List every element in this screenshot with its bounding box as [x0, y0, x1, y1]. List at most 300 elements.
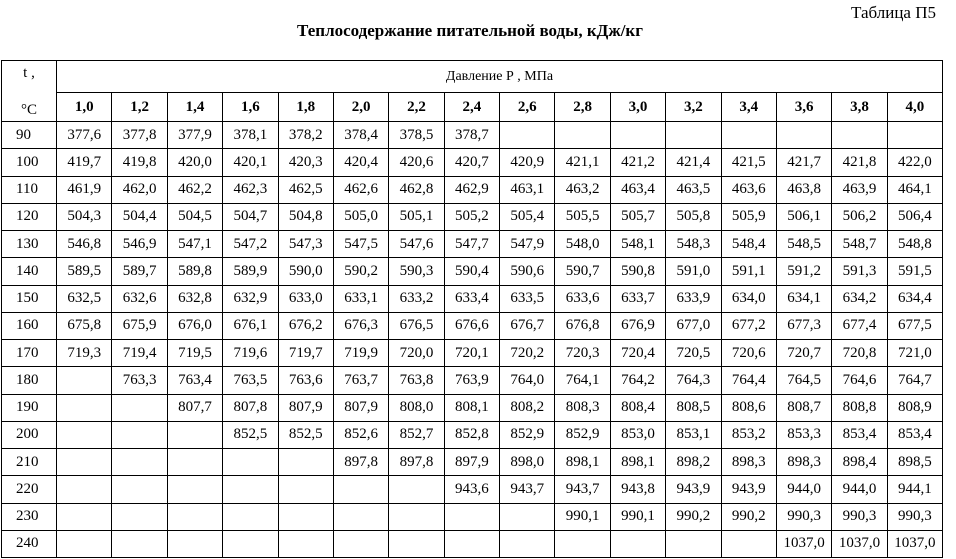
enthalpy-cell: 763,4	[167, 367, 222, 394]
enthalpy-cell: 763,7	[333, 367, 388, 394]
enthalpy-cell	[444, 530, 499, 557]
enthalpy-cell: 677,2	[721, 312, 776, 339]
table-row	[2, 231, 943, 258]
enthalpy-cell: 506,4	[887, 203, 942, 230]
enthalpy-cell: 590,7	[555, 258, 610, 285]
enthalpy-cell: 675,9	[112, 312, 167, 339]
enthalpy-cell: 421,5	[721, 149, 776, 176]
temperature-cell: 90	[2, 122, 57, 149]
enthalpy-cell: 633,0	[278, 285, 333, 312]
enthalpy-cell: 421,2	[610, 149, 665, 176]
enthalpy-cell: 720,3	[555, 340, 610, 367]
enthalpy-cell: 943,6	[444, 476, 499, 503]
enthalpy-cell: 591,0	[666, 258, 721, 285]
enthalpy-cell: 990,3	[832, 503, 887, 530]
enthalpy-cell: 634,4	[887, 285, 942, 312]
table-row	[2, 476, 943, 503]
enthalpy-cell	[112, 421, 167, 448]
enthalpy-cell: 547,5	[333, 231, 388, 258]
enthalpy-cell: 506,2	[832, 203, 887, 230]
pressure-column-header: 2,4	[444, 93, 499, 122]
enthalpy-cell: 505,0	[333, 203, 388, 230]
enthalpy-cell: 720,7	[776, 340, 831, 367]
enthalpy-cell: 547,9	[500, 231, 555, 258]
enthalpy-cell: 505,9	[721, 203, 776, 230]
enthalpy-cell: 463,2	[555, 176, 610, 203]
temperature-cell: 150	[2, 285, 57, 312]
enthalpy-cell	[278, 449, 333, 476]
table-row	[2, 449, 943, 476]
enthalpy-cell: 421,1	[555, 149, 610, 176]
enthalpy-cell: 676,0	[167, 312, 222, 339]
table-row	[2, 503, 943, 530]
table-title: Теплосодержание питательной воды, кДж/кг	[297, 21, 643, 40]
enthalpy-cell	[278, 530, 333, 557]
enthalpy-cell	[610, 530, 665, 557]
table-row	[2, 285, 943, 312]
enthalpy-cell	[278, 476, 333, 503]
enthalpy-cell: 990,2	[666, 503, 721, 530]
enthalpy-cell: 677,5	[887, 312, 942, 339]
enthalpy-cell: 764,5	[776, 367, 831, 394]
temperature-cell: 160	[2, 312, 57, 339]
pressure-column-header: 1,2	[112, 93, 167, 122]
table-caption: Таблица П5	[851, 3, 936, 22]
enthalpy-cell: 808,7	[776, 394, 831, 421]
enthalpy-cell	[167, 449, 222, 476]
enthalpy-cell: 943,7	[555, 476, 610, 503]
enthalpy-cell: 677,0	[666, 312, 721, 339]
enthalpy-cell: 764,3	[666, 367, 721, 394]
enthalpy-cell: 808,5	[666, 394, 721, 421]
enthalpy-cell: 852,7	[389, 421, 444, 448]
pressure-column-header: 1,4	[167, 93, 222, 122]
pressure-column-header: 2,8	[555, 93, 610, 122]
enthalpy-cell: 719,5	[167, 340, 222, 367]
enthalpy-cell	[389, 530, 444, 557]
enthalpy-cell: 852,9	[500, 421, 555, 448]
temperature-cell: 210	[2, 449, 57, 476]
enthalpy-cell: 943,7	[500, 476, 555, 503]
enthalpy-cell: 419,7	[57, 149, 112, 176]
enthalpy-cell: 590,3	[389, 258, 444, 285]
enthalpy-cell: 421,4	[666, 149, 721, 176]
enthalpy-cell: 421,8	[832, 149, 887, 176]
enthalpy-cell: 462,2	[167, 176, 222, 203]
enthalpy-cell: 943,8	[610, 476, 665, 503]
enthalpy-cell: 590,0	[278, 258, 333, 285]
enthalpy-cell: 676,5	[389, 312, 444, 339]
table-row	[2, 258, 943, 285]
table-row	[2, 394, 943, 421]
enthalpy-cell: 589,5	[57, 258, 112, 285]
enthalpy-cell: 420,6	[389, 149, 444, 176]
enthalpy-cell: 422,0	[887, 149, 942, 176]
enthalpy-cell: 463,1	[500, 176, 555, 203]
temperature-cell: 170	[2, 340, 57, 367]
enthalpy-cell: 591,5	[887, 258, 942, 285]
enthalpy-cell: 897,9	[444, 449, 499, 476]
enthalpy-cell: 852,8	[444, 421, 499, 448]
enthalpy-cell: 591,3	[832, 258, 887, 285]
enthalpy-cell: 720,2	[500, 340, 555, 367]
enthalpy-cell: 676,3	[333, 312, 388, 339]
temperature-cell: 180	[2, 367, 57, 394]
pressure-column-header: 1,0	[57, 93, 112, 122]
enthalpy-cell: 808,9	[887, 394, 942, 421]
enthalpy-cell: 504,5	[167, 203, 222, 230]
enthalpy-cell: 590,6	[500, 258, 555, 285]
enthalpy-cell: 377,8	[112, 122, 167, 149]
enthalpy-cell: 764,1	[555, 367, 610, 394]
enthalpy-cell: 944,1	[887, 476, 942, 503]
enthalpy-cell: 990,2	[721, 503, 776, 530]
enthalpy-cell: 719,7	[278, 340, 333, 367]
temperature-cell: 140	[2, 258, 57, 285]
table-row	[2, 122, 943, 149]
table-row	[2, 530, 943, 557]
enthalpy-cell: 1037,0	[887, 530, 942, 557]
enthalpy-cell: 378,1	[223, 122, 278, 149]
enthalpy-cell: 676,8	[555, 312, 610, 339]
enthalpy-cell: 1037,0	[832, 530, 887, 557]
enthalpy-cell: 547,1	[167, 231, 222, 258]
enthalpy-cell	[721, 530, 776, 557]
enthalpy-cell	[721, 122, 776, 149]
enthalpy-cell	[500, 122, 555, 149]
enthalpy-cell: 633,1	[333, 285, 388, 312]
enthalpy-cell: 377,6	[57, 122, 112, 149]
enthalpy-cell: 720,5	[666, 340, 721, 367]
enthalpy-cell	[112, 503, 167, 530]
enthalpy-cell: 764,4	[721, 367, 776, 394]
enthalpy-cell: 633,2	[389, 285, 444, 312]
enthalpy-cell: 462,8	[389, 176, 444, 203]
enthalpy-cell: 897,8	[333, 449, 388, 476]
enthalpy-cell: 763,3	[112, 367, 167, 394]
enthalpy-cell: 853,3	[776, 421, 831, 448]
enthalpy-cell	[112, 476, 167, 503]
enthalpy-table	[1, 60, 943, 558]
enthalpy-cell: 464,1	[887, 176, 942, 203]
enthalpy-cell: 944,0	[776, 476, 831, 503]
enthalpy-cell: 853,2	[721, 421, 776, 448]
enthalpy-cell: 676,6	[444, 312, 499, 339]
enthalpy-cell: 548,7	[832, 231, 887, 258]
enthalpy-cell: 898,3	[776, 449, 831, 476]
enthalpy-cell	[278, 503, 333, 530]
enthalpy-cell: 808,3	[555, 394, 610, 421]
table-row	[2, 367, 943, 394]
enthalpy-cell	[223, 503, 278, 530]
enthalpy-cell	[57, 421, 112, 448]
enthalpy-cell: 419,8	[112, 149, 167, 176]
enthalpy-cell: 676,7	[500, 312, 555, 339]
enthalpy-cell: 505,4	[500, 203, 555, 230]
enthalpy-cell	[500, 503, 555, 530]
enthalpy-cell	[333, 503, 388, 530]
enthalpy-cell: 421,7	[776, 149, 831, 176]
enthalpy-cell: 634,1	[776, 285, 831, 312]
enthalpy-cell: 808,8	[832, 394, 887, 421]
enthalpy-cell	[57, 394, 112, 421]
enthalpy-cell: 547,2	[223, 231, 278, 258]
enthalpy-cell: 808,4	[610, 394, 665, 421]
enthalpy-cell: 720,6	[721, 340, 776, 367]
enthalpy-cell: 763,9	[444, 367, 499, 394]
temperature-cell: 200	[2, 421, 57, 448]
enthalpy-cell: 897,8	[389, 449, 444, 476]
enthalpy-cell: 589,9	[223, 258, 278, 285]
enthalpy-cell: 898,2	[666, 449, 721, 476]
enthalpy-cell: 462,0	[112, 176, 167, 203]
enthalpy-cell: 807,9	[333, 394, 388, 421]
table-body	[2, 122, 943, 558]
enthalpy-cell: 506,1	[776, 203, 831, 230]
table-row	[2, 312, 943, 339]
enthalpy-cell: 853,4	[832, 421, 887, 448]
enthalpy-cell	[167, 421, 222, 448]
enthalpy-cell	[333, 530, 388, 557]
enthalpy-cell: 898,1	[610, 449, 665, 476]
enthalpy-cell: 634,2	[832, 285, 887, 312]
enthalpy-cell: 853,1	[666, 421, 721, 448]
enthalpy-cell	[776, 122, 831, 149]
enthalpy-cell: 720,4	[610, 340, 665, 367]
enthalpy-cell: 378,4	[333, 122, 388, 149]
temperature-cell: 120	[2, 203, 57, 230]
temperature-cell: 100	[2, 149, 57, 176]
enthalpy-cell	[389, 503, 444, 530]
enthalpy-cell: 632,6	[112, 285, 167, 312]
pressure-column-header: 3,2	[666, 93, 721, 122]
enthalpy-cell: 632,9	[223, 285, 278, 312]
enthalpy-cell	[112, 394, 167, 421]
enthalpy-cell: 808,2	[500, 394, 555, 421]
enthalpy-cell: 590,8	[610, 258, 665, 285]
enthalpy-cell	[555, 530, 610, 557]
enthalpy-cell: 720,1	[444, 340, 499, 367]
enthalpy-cell: 898,5	[887, 449, 942, 476]
enthalpy-cell: 764,7	[887, 367, 942, 394]
enthalpy-cell: 420,1	[223, 149, 278, 176]
table-row	[2, 340, 943, 367]
enthalpy-cell: 943,9	[666, 476, 721, 503]
enthalpy-cell: 898,1	[555, 449, 610, 476]
enthalpy-cell: 505,1	[389, 203, 444, 230]
enthalpy-cell	[167, 503, 222, 530]
enthalpy-cell: 807,8	[223, 394, 278, 421]
enthalpy-cell	[57, 449, 112, 476]
enthalpy-cell	[223, 449, 278, 476]
enthalpy-cell: 721,0	[887, 340, 942, 367]
enthalpy-cell	[887, 122, 942, 149]
temperature-cell: 130	[2, 231, 57, 258]
enthalpy-cell: 852,5	[223, 421, 278, 448]
enthalpy-cell: 378,5	[389, 122, 444, 149]
pressure-column-header: 3,8	[832, 93, 887, 122]
enthalpy-cell: 719,4	[112, 340, 167, 367]
enthalpy-cell: 589,8	[167, 258, 222, 285]
enthalpy-cell	[167, 530, 222, 557]
table-row	[2, 149, 943, 176]
enthalpy-cell	[389, 476, 444, 503]
enthalpy-cell: 808,6	[721, 394, 776, 421]
enthalpy-cell: 990,1	[610, 503, 665, 530]
enthalpy-cell: 943,9	[721, 476, 776, 503]
enthalpy-cell: 633,9	[666, 285, 721, 312]
enthalpy-cell: 990,1	[555, 503, 610, 530]
enthalpy-cell: 720,0	[389, 340, 444, 367]
table-row	[2, 176, 943, 203]
temperature-label: t ,	[23, 65, 35, 81]
enthalpy-cell: 505,8	[666, 203, 721, 230]
enthalpy-cell: 548,0	[555, 231, 610, 258]
enthalpy-cell: 852,6	[333, 421, 388, 448]
enthalpy-cell: 808,0	[389, 394, 444, 421]
enthalpy-cell: 764,0	[500, 367, 555, 394]
enthalpy-cell	[832, 122, 887, 149]
enthalpy-cell	[500, 530, 555, 557]
enthalpy-cell: 633,7	[610, 285, 665, 312]
enthalpy-cell	[555, 122, 610, 149]
enthalpy-cell: 944,0	[832, 476, 887, 503]
enthalpy-cell	[112, 449, 167, 476]
enthalpy-cell: 420,4	[333, 149, 388, 176]
enthalpy-cell: 852,5	[278, 421, 333, 448]
enthalpy-cell: 589,7	[112, 258, 167, 285]
enthalpy-cell: 504,7	[223, 203, 278, 230]
enthalpy-cell: 808,1	[444, 394, 499, 421]
enthalpy-cell: 462,9	[444, 176, 499, 203]
enthalpy-cell: 677,3	[776, 312, 831, 339]
temperature-header	[2, 61, 57, 122]
enthalpy-cell: 676,9	[610, 312, 665, 339]
pressure-header: Давление Р , МПа	[57, 61, 943, 93]
enthalpy-cell: 420,9	[500, 149, 555, 176]
enthalpy-cell: 463,6	[721, 176, 776, 203]
pressure-column-header: 2,6	[500, 93, 555, 122]
enthalpy-cell	[223, 476, 278, 503]
enthalpy-cell: 719,9	[333, 340, 388, 367]
enthalpy-cell: 463,4	[610, 176, 665, 203]
enthalpy-cell: 764,2	[610, 367, 665, 394]
enthalpy-cell: 505,2	[444, 203, 499, 230]
enthalpy-cell: 547,6	[389, 231, 444, 258]
enthalpy-cell: 633,6	[555, 285, 610, 312]
enthalpy-cell: 720,8	[832, 340, 887, 367]
enthalpy-cell: 504,3	[57, 203, 112, 230]
enthalpy-cell: 632,8	[167, 285, 222, 312]
enthalpy-cell: 462,6	[333, 176, 388, 203]
enthalpy-cell: 763,5	[223, 367, 278, 394]
enthalpy-cell	[167, 476, 222, 503]
table-row	[2, 421, 943, 448]
temperature-cell: 190	[2, 394, 57, 421]
enthalpy-cell: 462,5	[278, 176, 333, 203]
enthalpy-cell: 504,8	[278, 203, 333, 230]
temperature-cell: 240	[2, 530, 57, 557]
temperature-unit: °C	[20, 102, 37, 118]
enthalpy-cell: 898,4	[832, 449, 887, 476]
enthalpy-cell: 990,3	[887, 503, 942, 530]
pressure-column-header: 1,6	[223, 93, 278, 122]
enthalpy-cell: 590,4	[444, 258, 499, 285]
enthalpy-cell	[57, 476, 112, 503]
enthalpy-cell: 378,7	[444, 122, 499, 149]
enthalpy-cell: 807,7	[167, 394, 222, 421]
enthalpy-cell: 676,2	[278, 312, 333, 339]
enthalpy-cell: 675,8	[57, 312, 112, 339]
pressure-column-header: 2,2	[389, 93, 444, 122]
enthalpy-cell: 591,2	[776, 258, 831, 285]
enthalpy-cell: 1037,0	[776, 530, 831, 557]
enthalpy-cell: 633,4	[444, 285, 499, 312]
enthalpy-cell: 852,9	[555, 421, 610, 448]
enthalpy-cell: 420,7	[444, 149, 499, 176]
enthalpy-cell: 591,1	[721, 258, 776, 285]
enthalpy-cell: 853,4	[887, 421, 942, 448]
enthalpy-cell: 377,9	[167, 122, 222, 149]
enthalpy-cell: 853,0	[610, 421, 665, 448]
enthalpy-cell: 548,1	[610, 231, 665, 258]
enthalpy-cell: 548,5	[776, 231, 831, 258]
enthalpy-cell	[610, 122, 665, 149]
enthalpy-cell	[57, 503, 112, 530]
enthalpy-cell: 898,0	[500, 449, 555, 476]
enthalpy-cell: 461,9	[57, 176, 112, 203]
pressure-column-header: 3,4	[721, 93, 776, 122]
enthalpy-cell: 763,6	[278, 367, 333, 394]
enthalpy-cell: 548,3	[666, 231, 721, 258]
enthalpy-cell: 632,5	[57, 285, 112, 312]
pressure-column-header: 1,8	[278, 93, 333, 122]
enthalpy-cell	[444, 503, 499, 530]
enthalpy-cell: 634,0	[721, 285, 776, 312]
enthalpy-cell: 462,3	[223, 176, 278, 203]
enthalpy-cell: 763,8	[389, 367, 444, 394]
pressure-column-header: 2,0	[333, 93, 388, 122]
enthalpy-cell: 590,2	[333, 258, 388, 285]
pressure-column-header: 4,0	[887, 93, 942, 122]
enthalpy-cell: 633,5	[500, 285, 555, 312]
enthalpy-cell: 463,9	[832, 176, 887, 203]
enthalpy-cell: 898,3	[721, 449, 776, 476]
temperature-cell: 230	[2, 503, 57, 530]
enthalpy-cell	[666, 122, 721, 149]
table-row	[2, 203, 943, 230]
enthalpy-cell: 719,6	[223, 340, 278, 367]
enthalpy-cell	[666, 530, 721, 557]
enthalpy-cell: 547,7	[444, 231, 499, 258]
enthalpy-cell: 463,5	[666, 176, 721, 203]
enthalpy-cell: 677,4	[832, 312, 887, 339]
temperature-cell: 220	[2, 476, 57, 503]
enthalpy-cell: 990,3	[776, 503, 831, 530]
enthalpy-cell: 420,0	[167, 149, 222, 176]
enthalpy-cell: 548,4	[721, 231, 776, 258]
enthalpy-cell	[57, 530, 112, 557]
enthalpy-cell: 676,1	[223, 312, 278, 339]
enthalpy-cell: 807,9	[278, 394, 333, 421]
enthalpy-cell: 463,8	[776, 176, 831, 203]
enthalpy-cell: 505,7	[610, 203, 665, 230]
pressure-column-header: 3,0	[610, 93, 665, 122]
pressure-values-row	[2, 93, 943, 122]
enthalpy-cell	[57, 367, 112, 394]
enthalpy-cell: 378,2	[278, 122, 333, 149]
enthalpy-cell: 505,5	[555, 203, 610, 230]
